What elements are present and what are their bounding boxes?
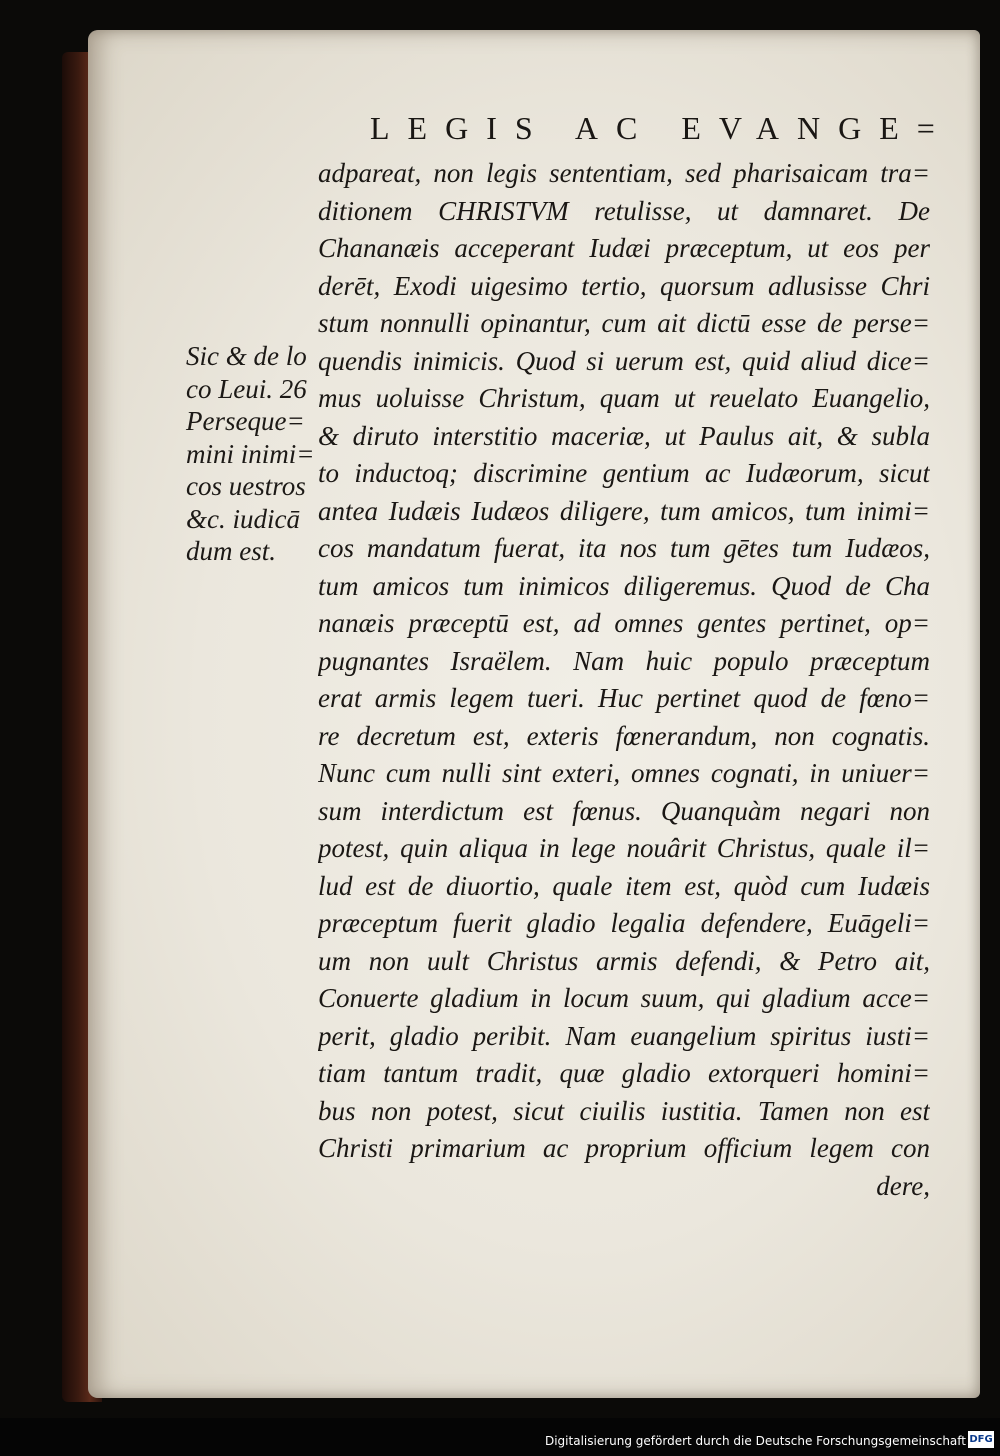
text-line: to inductoq; discrimine gentium ac Iudæorum, sicut <box>318 458 930 488</box>
margin-note-line: Perseque= <box>186 406 305 436</box>
text-line: erat armis legem tueri. Huc pertinet quod de fœno= <box>318 683 930 713</box>
margin-note-line: co Leui. 26 <box>186 373 307 404</box>
text-line: Chananæis acceperant Iudæi præceptum, ut eos per <box>318 233 930 263</box>
text-line: potest, quin aliqua in lege nouârit Christus, quale il= <box>318 833 930 863</box>
text-line: dere, <box>876 1170 930 1201</box>
margin-note-line: dum est. <box>186 536 276 566</box>
text-line: præceptum fuerit gladio legalia defendere, Euāgeli= <box>318 908 930 938</box>
text-line: mus uoluisse Christum, quam ut reuelato Euangelio, <box>318 383 930 413</box>
text-line: cos mandatum fuerat, ita nos tum gētes tum Iudæos, <box>318 533 930 563</box>
text-line: quendis inimicis. Quod si uerum est, quid aliud dice= <box>318 345 930 376</box>
text-line: um non uult Christus armis defendi, & Petro ait, <box>318 945 930 976</box>
margin-note-line: mini inimi= <box>186 438 315 469</box>
text-line: tum amicos tum inimicos diligeremus. Quod de Cha <box>318 570 930 601</box>
text-line: lud est de diuortio, quale item est, quòd cum Iudæis <box>318 870 930 901</box>
text-line: pugnantes Israëlem. Nam huic populo præceptum <box>318 645 930 676</box>
text-line: perit, gladio peribit. Nam euangelium spiritus iusti= <box>318 1020 930 1051</box>
text-line: Christi primarium ac proprium officium legem con <box>318 1133 930 1163</box>
text-line: Conuerte gladium in locum suum, qui gladium acce= <box>318 983 930 1013</box>
text-line: tiam tantum tradit, quæ gladio extorqueri homini= <box>318 1058 930 1088</box>
text-line: & diruto interstitio maceriæ, ut Paulus ait, & subla <box>318 420 930 451</box>
margin-note-line: cos uestros <box>186 471 306 501</box>
text-line: Nunc cum nulli sint exteri, omnes cognati, in uniuer= <box>318 758 930 788</box>
text-line: antea Iudæis Iudæos diligere, tum amicos, tum inimi= <box>318 495 930 526</box>
text-line: stum nonnulli opinantur, cum ait dictū esse de perse= <box>318 308 930 338</box>
text-line: bus non potest, sicut ciuilis iustitia. Tamen non est <box>318 1095 930 1126</box>
running-header: LEGIS AC EVANGE= <box>370 110 953 146</box>
margin-note <box>186 340 331 568</box>
text-line: re decretum est, exteris fœnerandum, non cognatis. <box>318 720 930 751</box>
text-line: adpareat, non legis sententiam, sed pharisaicam tra= <box>318 158 930 188</box>
text-line: ditionem CHRISTVM retulisse, ut damnaret. De <box>318 195 930 226</box>
body-text <box>318 155 930 1205</box>
dfg-logo-icon: DFG <box>968 1431 994 1448</box>
margin-note-line: Sic & de lo <box>186 341 307 371</box>
text-line: sum interdictum est fœnus. Quanquàm negari non <box>318 795 930 826</box>
margin-note-line: &c. iudicā <box>186 503 300 534</box>
text-line: derēt, Exodi uigesimo tertio, quorsum adlusisse Chri <box>318 270 930 301</box>
text-line: nanæis præceptū est, ad omnes gentes pertinet, op= <box>318 608 930 638</box>
funding-credit: Digitalisierung gefördert durch die Deutsche Forschungsgemeinschaft <box>544 1434 966 1448</box>
